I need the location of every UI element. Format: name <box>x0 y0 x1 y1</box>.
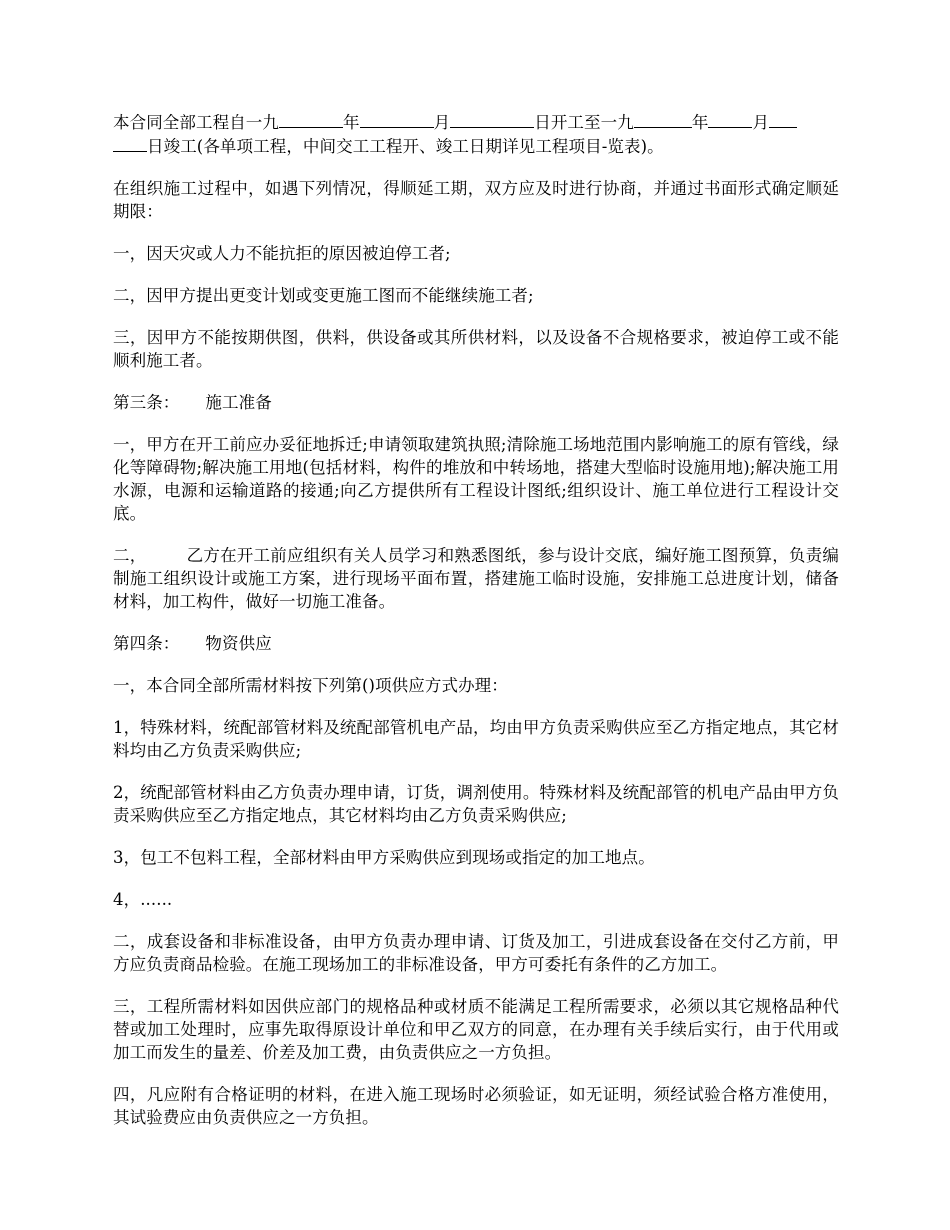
paragraph-item-2: 二，因甲方提出更变计划或变更施工图而不能继续施工者; <box>113 286 534 305</box>
text-segment: 年 <box>343 113 360 132</box>
document-page <box>113 110 839 1148</box>
paragraph-construction-period <box>113 110 839 158</box>
text-segment: 年 <box>691 113 709 132</box>
text-segment: 日开工至一九 <box>534 113 634 132</box>
paragraph-party-a-preparation: 一，甲方在开工前应办妥征地拆迁;申请领取建筑执照;清除施工场地范围内影响施工的原有管线，绿化等障碍物;解决施工用地(包括材料，构件的堆放和中转场地，搭建大型临时设施用地);解决施工用水源，电源和运输道路的接通;向乙方提供所有工程设计图纸;组织设计、施工单位进行工程设计交底。 <box>113 435 839 523</box>
paragraph-supply-option-1: 1，特殊材料，统配部管材料及统配部管机电产品，均由甲方负责采购供应至乙方指定地点，其它材料均由乙方负责采购供应; <box>113 718 839 760</box>
paragraph-extension-conditions: 在组织施工过程中，如遇下列情况，得顺延工期，双方应及时进行协商，并通过书面形式确定顺延期限： <box>113 179 839 221</box>
text-segment: 日竣工(各单项工程，中间交工工程开、竣工日期详见工程项目-览表)。 <box>147 137 664 156</box>
blank-month-end <box>708 110 752 128</box>
blank-year-start <box>279 110 343 128</box>
blank-year-end <box>634 110 692 128</box>
paragraph-party-b-preparation <box>113 544 839 613</box>
blank-day-start <box>450 110 534 128</box>
paragraph-supply-method: 一，本合同全部所需材料按下列第()项供应方式办理： <box>113 676 508 695</box>
article-title: 施工准备 <box>205 393 272 412</box>
text-segment: 本合同全部工程自一九 <box>113 113 279 132</box>
item-text: 乙方在开工前应组织有关人员学习和熟悉图纸，参与设计交底，编好施工图预算，负责编制施工组织设计或施工方案，进行现场平面布置，搭建施工临时设施，安排施工总进度计划，储备材料，加工构件，做好一切施工准备。 <box>113 546 839 611</box>
paragraph-material-substitution: 三，工程所需材料如因供应部门的规格品种或材质不能满足工程所需要求，必须以其它规格品种代替或加工处理时，应事先取得原设计单位和甲乙双方的同意，在办理有关手续后实行，由于代用或加工而发生的量差、价差及加工费，由负责供应之一方负担。 <box>113 997 839 1062</box>
paragraph-item-3: 三，因甲方不能按期供图，供料，供设备或其所供材料，以及设备不合规格要求，被迫停工或不能顺利施工者。 <box>113 328 839 370</box>
blank-month-start <box>360 110 434 128</box>
paragraph-equipment: 二，成套设备和非标准设备，由甲方负责办理申请、订货及加工，引进成套设备在交付乙方前，甲方应负责商品检验。在施工现场加工的非标准设备，甲方可委托有条件的乙方加工。 <box>113 932 839 974</box>
blank-day-end-cont <box>113 134 147 152</box>
paragraph-supply-option-4: 4，...... <box>113 890 173 909</box>
blank-day-end <box>769 110 797 128</box>
paragraph-supply-option-2: 2，统配部管材料由乙方负责办理申请，订货，调剂使用。特殊材料及统配部管的机电产品由甲方负责采购供应至乙方指定地点，其它材料均由乙方负责采购供应; <box>113 783 839 825</box>
article-label: 第四条： <box>113 634 180 653</box>
text-segment: 月 <box>752 113 770 132</box>
text-segment: 月 <box>433 113 451 132</box>
article-label: 第三条： <box>113 393 180 412</box>
item-number: 二， <box>113 546 147 565</box>
article-title: 物资供应 <box>205 634 272 653</box>
paragraph-item-1: 一，因天灾或人力不能抗拒的原因被迫停工者; <box>113 244 451 263</box>
paragraph-supply-option-3: 3，包工不包料工程，全部材料由甲方采购供应到现场或指定的加工地点。 <box>113 848 655 867</box>
paragraph-certification: 四，凡应附有合格证明的材料，在进入施工现场时必须验证，如无证明，须经试验合格方准使用，其试验费应由负责供应之一方负担。 <box>113 1085 839 1127</box>
section-heading-article-4 <box>113 632 839 655</box>
section-heading-article-3 <box>113 391 839 414</box>
